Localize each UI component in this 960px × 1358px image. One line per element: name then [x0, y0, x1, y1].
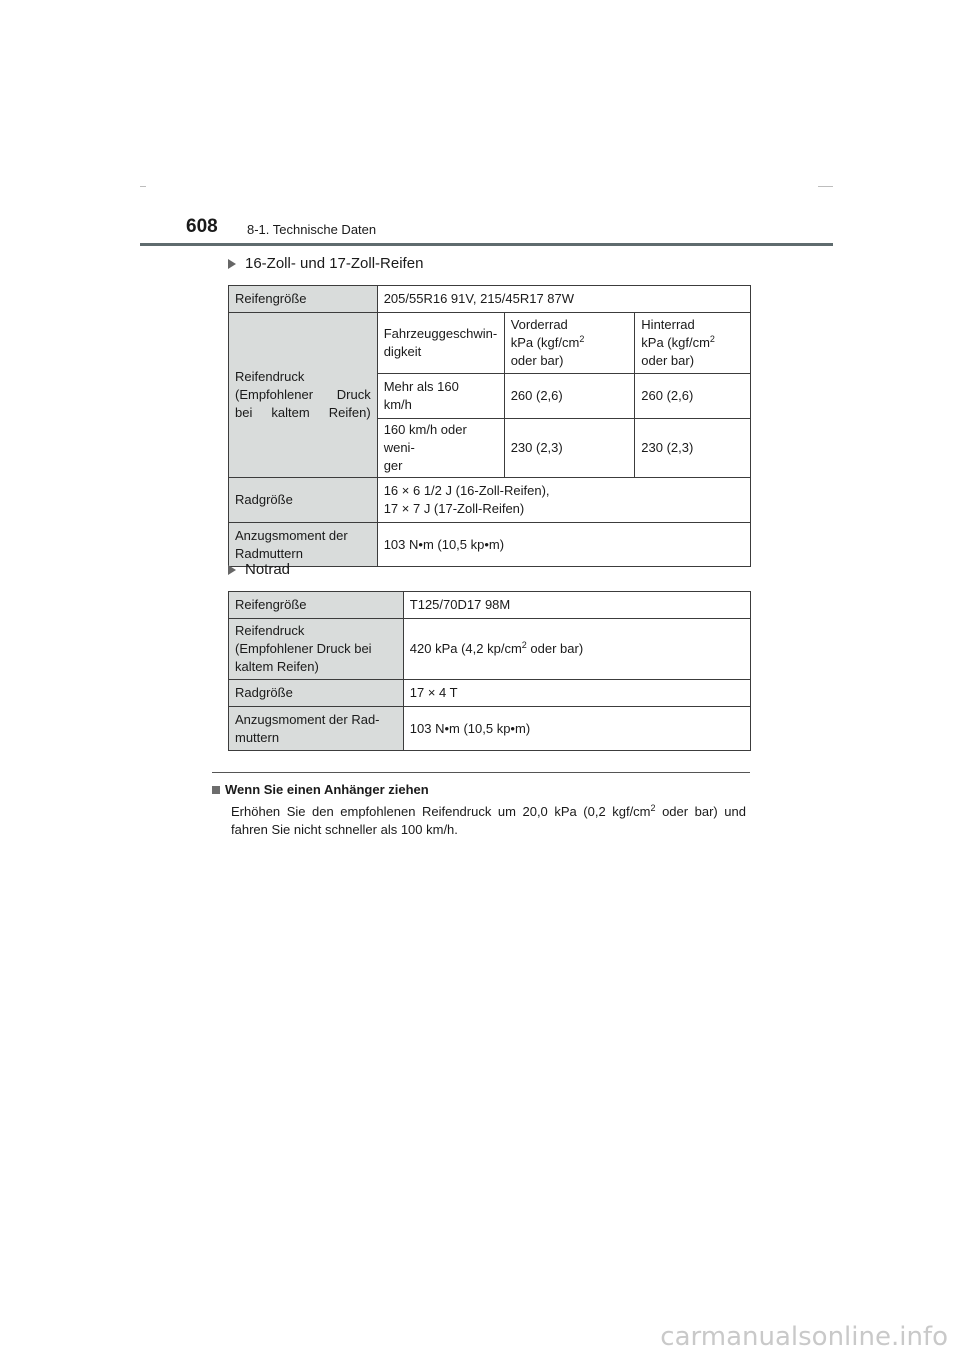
- tire-size-label: Reifengröße: [229, 592, 404, 619]
- crop-mark-left: [140, 186, 146, 187]
- front-header-line: oder bar): [510, 353, 564, 368]
- note-body: [231, 803, 746, 839]
- tire-spec-table: [228, 285, 751, 567]
- table-row: [229, 523, 751, 567]
- speed-line: 160 km/h oder weni-: [383, 422, 467, 455]
- superscript: 2: [709, 334, 715, 344]
- triangle-bullet-icon: [228, 565, 236, 575]
- rear-header-line: Hinterrad: [641, 317, 695, 332]
- front-pressure-value: 230 (2,3): [504, 419, 635, 478]
- torque-label-line: Radmuttern: [235, 545, 303, 561]
- table-row: [229, 619, 751, 680]
- speed-header: Fahrzeuggeschwin-digkeit: [377, 313, 504, 374]
- front-wheel-header: [504, 313, 635, 374]
- tire-pressure-label: Reifendruck (Empfohlener Druck bei kaltem Reifen): [229, 313, 378, 478]
- table-row: [229, 707, 751, 751]
- page-number: 608: [186, 216, 218, 237]
- superscript: 2: [650, 803, 656, 813]
- note-title-text: Wenn Sie einen Anhänger ziehen: [225, 782, 429, 797]
- table-row: [229, 286, 751, 313]
- note-title: [212, 782, 429, 797]
- speed-over-160: [377, 374, 504, 419]
- subheading-notrad: [228, 561, 290, 578]
- crop-mark-right: [818, 186, 833, 187]
- table-row: [229, 313, 751, 374]
- torque-label-line: Anzugsmoment der: [235, 527, 348, 543]
- pressure-label-line: Reifendruck: [235, 623, 305, 638]
- rear-header-unit-text: kPa (kgf/cm: [641, 335, 710, 350]
- table-row: [229, 478, 751, 523]
- note-body-text: oder bar) und fahren Sie nicht schneller als 100 km/h.: [231, 804, 746, 837]
- spare-tire-spec-table: [228, 591, 751, 751]
- rear-pressure-value: 260 (2,6): [635, 374, 751, 419]
- front-header-unit: [511, 334, 629, 352]
- watermark: carmanualsonline.info: [660, 1322, 948, 1352]
- front-header-line: Vorderrad: [510, 317, 568, 332]
- torque-label: [229, 523, 378, 567]
- wheel-size-value: [377, 478, 750, 523]
- wheel-size-value: 17 × 4 T: [403, 680, 750, 707]
- tire-pressure-value: [403, 619, 750, 680]
- front-header-unit-text: kPa (kgf/cm: [510, 335, 580, 350]
- torque-value: 103 N•m (10,5 kp•m): [403, 707, 750, 751]
- square-bullet-icon: [212, 786, 220, 794]
- tire-size-value: T125/70D17 98M: [403, 592, 750, 619]
- pressure-value-text: oder bar): [526, 641, 584, 656]
- torque-label-line: muttern: [235, 729, 280, 745]
- triangle-bullet-icon: [228, 259, 236, 269]
- note-rule: [212, 772, 750, 773]
- pressure-label-line: kaltem Reifen): [235, 659, 319, 674]
- torque-label: [229, 707, 404, 751]
- superscript: 2: [579, 334, 585, 344]
- wheel-size-line: 16 × 6 1/2 J (16-Zoll-Reifen),: [383, 483, 550, 498]
- tire-size-label: Reifengröße: [229, 286, 378, 313]
- section-title: 8-1. Technische Daten: [247, 222, 377, 237]
- table-row: [229, 680, 751, 707]
- rear-pressure-value: 230 (2,3): [635, 419, 751, 478]
- rear-header-unit: [641, 334, 744, 352]
- speed-line: km/h: [383, 397, 412, 412]
- pressure-label-line: (Empfohlener Druck bei: [235, 641, 372, 656]
- superscript: 2: [521, 640, 527, 650]
- subheading-16-17-zoll: [228, 255, 423, 272]
- wheel-size-line: 17 × 7 J (17-Zoll-Reifen): [383, 501, 525, 516]
- front-pressure-value: 260 (2,6): [504, 374, 635, 419]
- note-body-text: Erhöhen Sie den empfohlenen Reifendruck um 20,0 kPa (0,2 kgf/cm: [231, 804, 651, 819]
- tire-pressure-label: [229, 619, 404, 680]
- tire-size-value: 205/55R16 91V, 215/45R17 87W: [377, 286, 750, 313]
- speed-line: Mehr als 160: [383, 379, 459, 394]
- header-rule: [140, 243, 833, 246]
- pressure-value-text: 420 kPa (4,2 kp/cm: [409, 641, 522, 656]
- rear-wheel-header: [635, 313, 751, 374]
- speed-160-or-less: [377, 419, 504, 478]
- torque-label-line: Anzugsmoment der Rad-: [235, 711, 380, 727]
- wheel-size-label: Radgröße: [229, 680, 404, 707]
- speed-line: ger: [383, 458, 403, 473]
- torque-value: 103 N•m (10,5 kp•m): [377, 523, 750, 567]
- rear-header-line: oder bar): [641, 353, 695, 368]
- table-row: [229, 592, 751, 619]
- subheading-text: 16-Zoll- und 17-Zoll-Reifen: [245, 255, 424, 272]
- subheading-text: Notrad: [245, 561, 291, 578]
- wheel-size-label: Radgröße: [229, 478, 378, 523]
